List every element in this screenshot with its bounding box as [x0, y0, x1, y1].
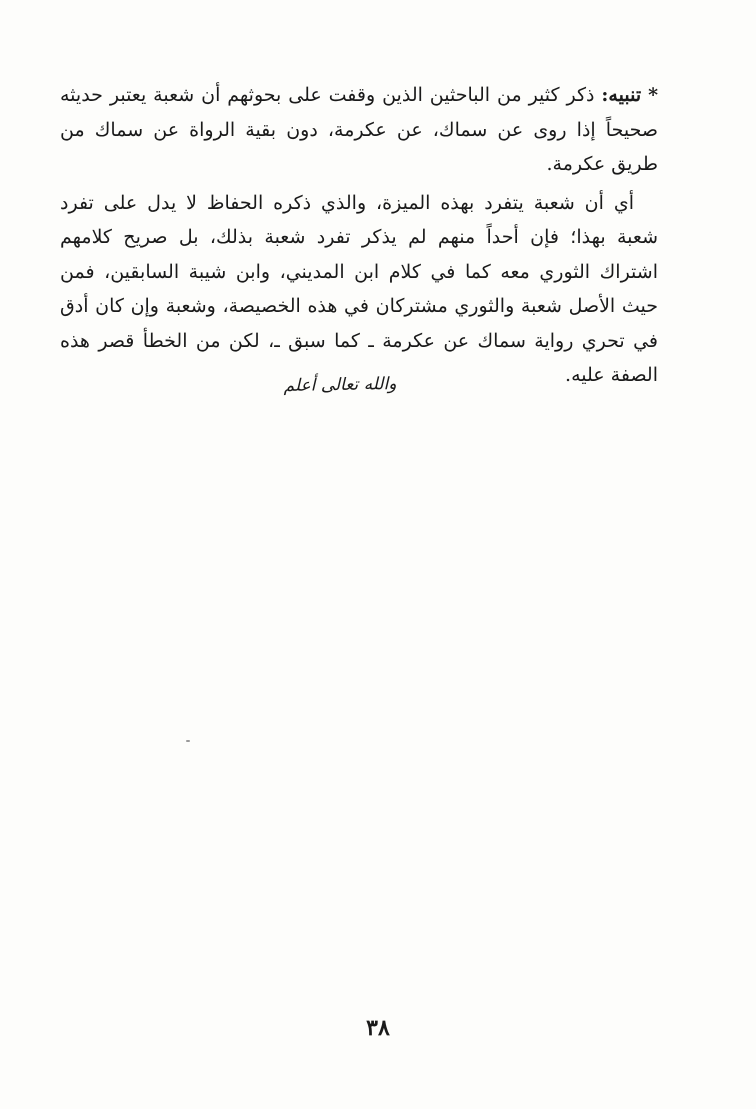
note-text: ذكر كثير من الباحثين الذين وقفت على بحوثهم أن شعبة يعتبر حديثه صحيحاً إذا روى عن سماك، عن عكرمة، دون بقية الرواة عن سماك من طريق عكرمة.	[60, 84, 658, 175]
note-label: تنبيه:	[601, 84, 642, 106]
body-paragraph	[60, 186, 658, 393]
note-paragraph	[60, 78, 658, 182]
closing-phrase: والله تعالى أعلم	[283, 374, 397, 396]
scan-speck	[186, 740, 190, 742]
page-number: ٣٨	[366, 1015, 390, 1041]
body-paragraph-text: أي أن شعبة يتفرد بهذه الميزة، والذي ذكره الحفاظ لا يدل على تفرد شعبة بهذا؛ فإن أحداً منهم لم يذكر تفرد شعبة بذلك، بل صريح كلامهم اشتراك الثوري معه كما في كلام ابن المديني، وابن شيبة السابقين، فمن حيث الأصل شعبة والثوري مشتركان في هذه الخصيصة، وشعبة وإن كان أدق في تحري رواية سماك عن عكرمة ـ كما سبق ـ، لكن من الخطأ قصر هذه الصفة عليه.	[60, 191, 658, 386]
main-text-block	[60, 78, 658, 393]
note-asterisk: *	[648, 84, 658, 106]
